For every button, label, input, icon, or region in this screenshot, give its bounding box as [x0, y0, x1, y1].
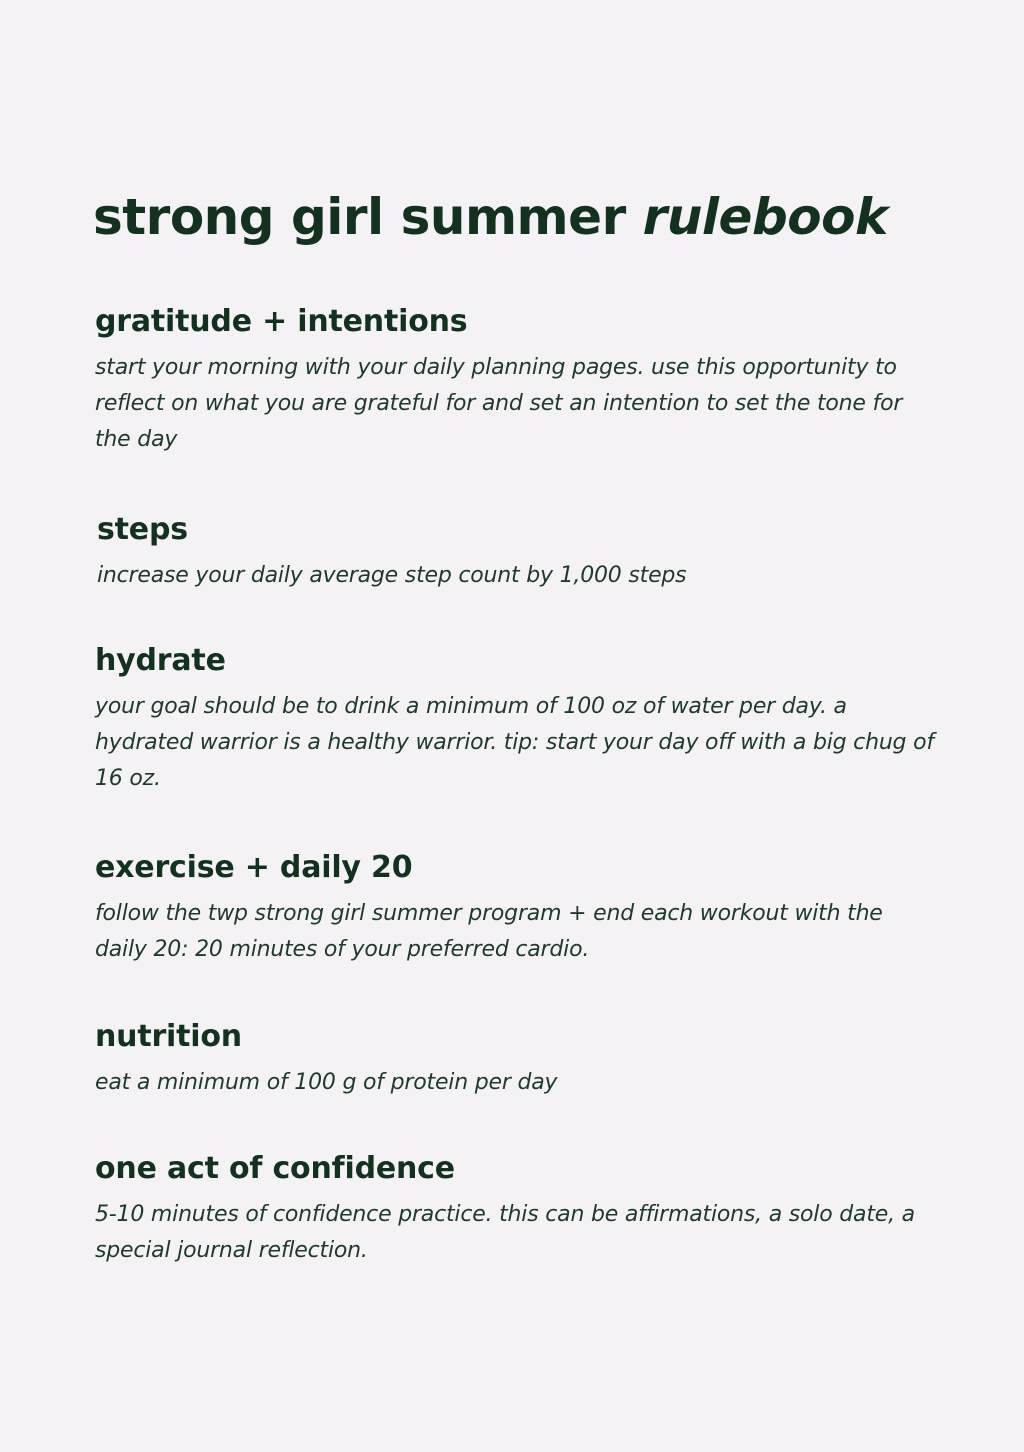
section-body: 5-10 minutes of confidence practice. this can be affirmations, a solo date, a special journal reflection. [95, 1202, 915, 1263]
section-body: your goal should be to drink a minimum of 100 oz of water per day. a hydrated warrior is a healthy warrior. tip: start your day off with a big chug of 16 oz. [95, 694, 934, 791]
section-heading: nutrition [95, 1019, 242, 1054]
section-heading: hydrate [95, 643, 226, 678]
section-heading: steps [97, 512, 188, 547]
page-title [93, 180, 888, 254]
section-heading: one act of confidence [95, 1151, 455, 1186]
page-title-main: strong girl summer [93, 188, 626, 246]
page-title-accent: rulebook [642, 188, 888, 246]
section-heading: exercise + daily 20 [95, 850, 413, 885]
section-body: increase your daily average step count by 1,000 steps [97, 563, 687, 588]
section-body: start your morning with your daily planning pages. use this opportunity to reflect on what you are grateful for and set an intention to set the tone for the day [95, 355, 903, 452]
section-heading: gratitude + intentions [95, 304, 468, 339]
section-nutrition [95, 1017, 935, 1101]
section-gratitude-intentions [95, 302, 935, 458]
section-body: follow the twp strong girl summer program + end each workout with the daily 20: 20 minutes of your preferred cardio. [95, 901, 883, 962]
section-hydrate [95, 641, 935, 797]
section-body: eat a minimum of 100 g of protein per day [95, 1070, 558, 1095]
section-steps [97, 510, 937, 594]
section-exercise-daily-20 [95, 848, 935, 968]
section-one-act-of-confidence [95, 1149, 935, 1269]
